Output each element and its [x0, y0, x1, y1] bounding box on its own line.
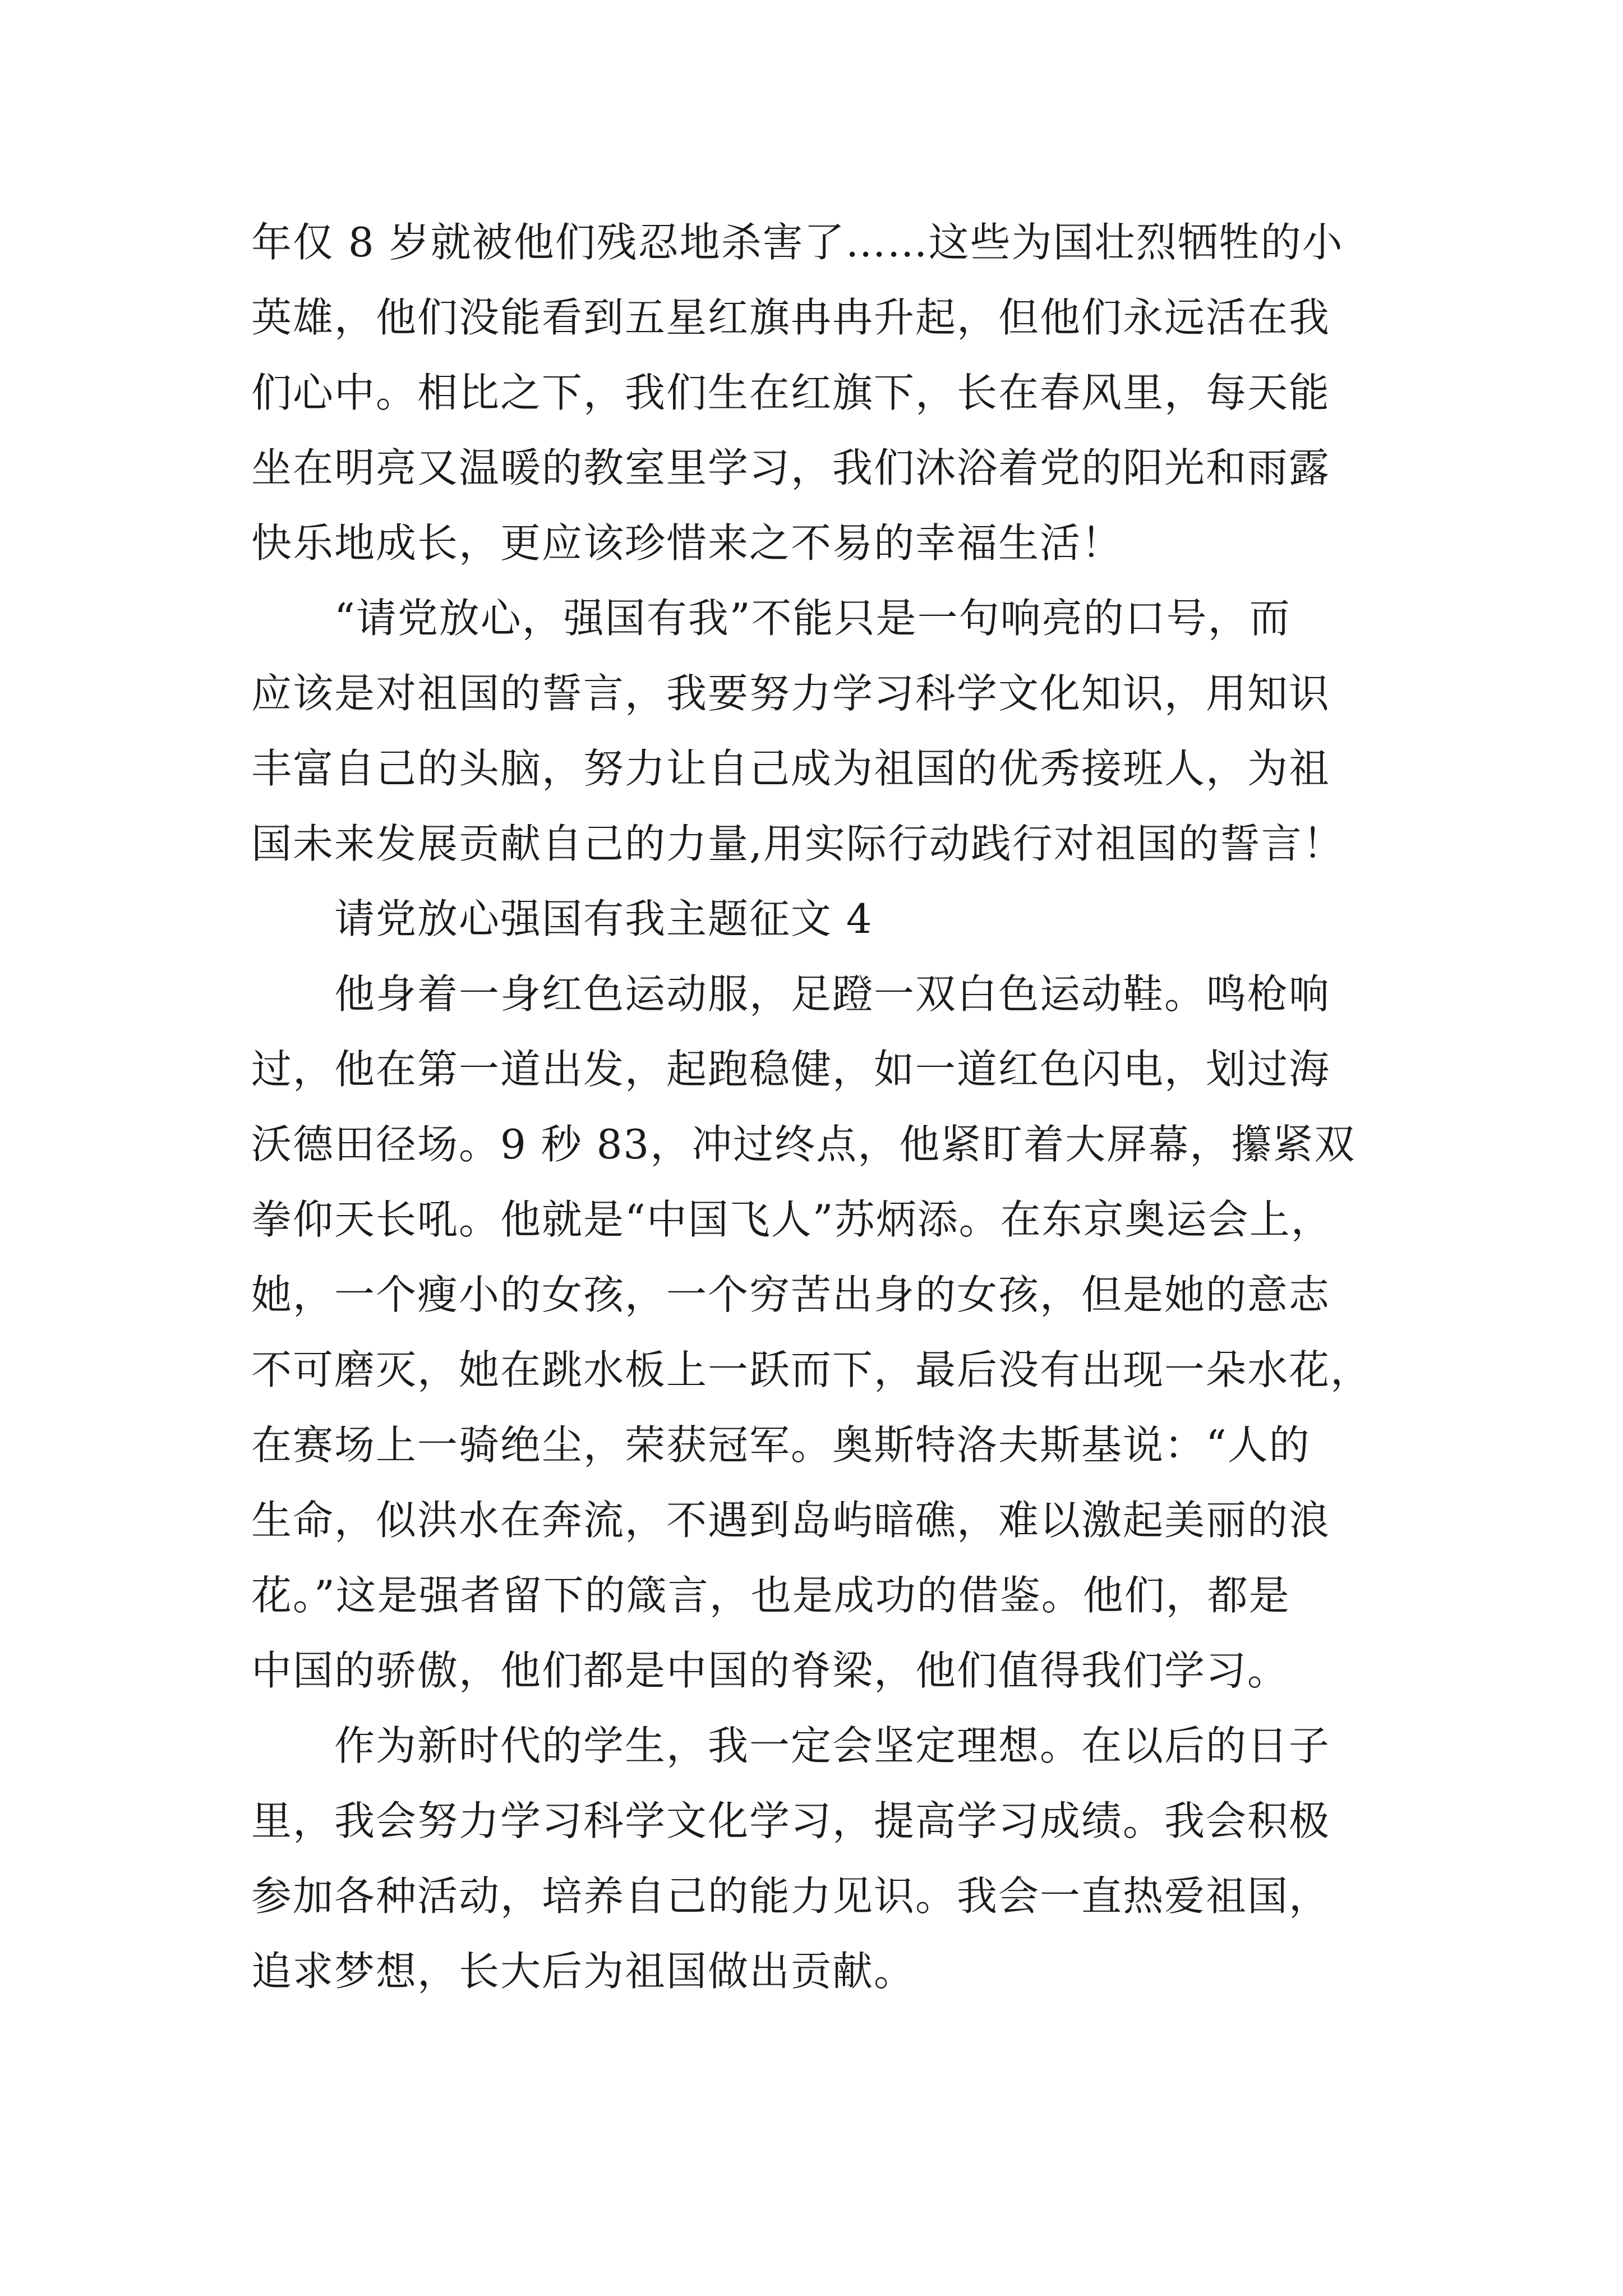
- paragraph-first-line: 请党放心强国有我主题征文 4: [334, 895, 873, 942]
- text-line: 们心中。相比之下，我们生在红旗下，长在春风里，每天能: [251, 369, 1331, 416]
- text-line: 快乐地成长，更应该珍惜来之不易的幸福生活！: [251, 519, 1123, 567]
- paragraph-first-line: 作为新时代的学生，我一定会坚定理想。在以后的日子: [334, 1722, 1331, 1769]
- text-line: 她，一个瘦小的女孩，一个穷苦出身的女孩，但是她的意志: [251, 1271, 1331, 1318]
- text-line: 坐在明亮又温暖的教室里学习，我们沐浴着党的阳光和雨露: [251, 444, 1331, 491]
- text-line: 过，他在第一道出发，起跑稳健，如一道红色闪电，划过海: [251, 1046, 1331, 1093]
- text-line: 丰富自己的头脑，努力让自己成为祖国的优秀接班人，为祖: [251, 745, 1331, 792]
- paragraph-first-line: “请党放心，强国有我”不能只是一句响亮的口号，而: [334, 595, 1291, 642]
- text-line: 英雄，他们没能看到五星红旗冉冉升起，但他们永远活在我: [251, 294, 1331, 341]
- text-line: 应该是对祖国的誓言，我要努力学习科学文化知识，用知识: [251, 670, 1331, 717]
- text-line: 中国的骄傲，他们都是中国的脊梁，他们值得我们学习。: [251, 1647, 1289, 1694]
- text-line: 花。”这是强者留下的箴言，也是成功的借鉴。他们，都是: [251, 1572, 1290, 1619]
- text-line: 不可磨灭，她在跳水板上一跃而下，最后没有出现一朵水花，: [251, 1346, 1372, 1393]
- document-body: [251, 205, 1407, 2009]
- text-line: 生命，似洪水在奔流，不遇到岛屿暗礁，难以激起美丽的浪: [251, 1497, 1331, 1544]
- text-line: 里，我会努力学习科学文化学习，提高学习成绩。我会积极: [251, 1797, 1331, 1844]
- text-line: 参加各种活动，培养自己的能力见识。我会一直热爱祖国，: [251, 1872, 1331, 1920]
- text-line: 国未来发展贡献自己的力量,用实际行动践行对祖国的誓言！: [251, 820, 1344, 867]
- paragraph-first-line: 他身着一身红色运动服，足蹬一双白色运动鞋。鸣枪响: [334, 970, 1331, 1018]
- text-line: 年仅 8 岁就被他们残忍地杀害了……这些为国壮烈牺牲的小: [251, 219, 1344, 266]
- text-line: 沃德田径场。9 秒 83，冲过终点，他紧盯着大屏幕，攥紧双: [251, 1121, 1356, 1168]
- text-line: 在赛场上一骑绝尘，荣获冠军。奥斯特洛夫斯基说：“人的: [251, 1421, 1311, 1469]
- text-line: 追求梦想，长大后为祖国做出贡献。: [251, 1948, 916, 1995]
- text-line: 拳仰天长吼。他就是“中国飞人”苏炳添。在东京奥运会上，: [251, 1196, 1332, 1243]
